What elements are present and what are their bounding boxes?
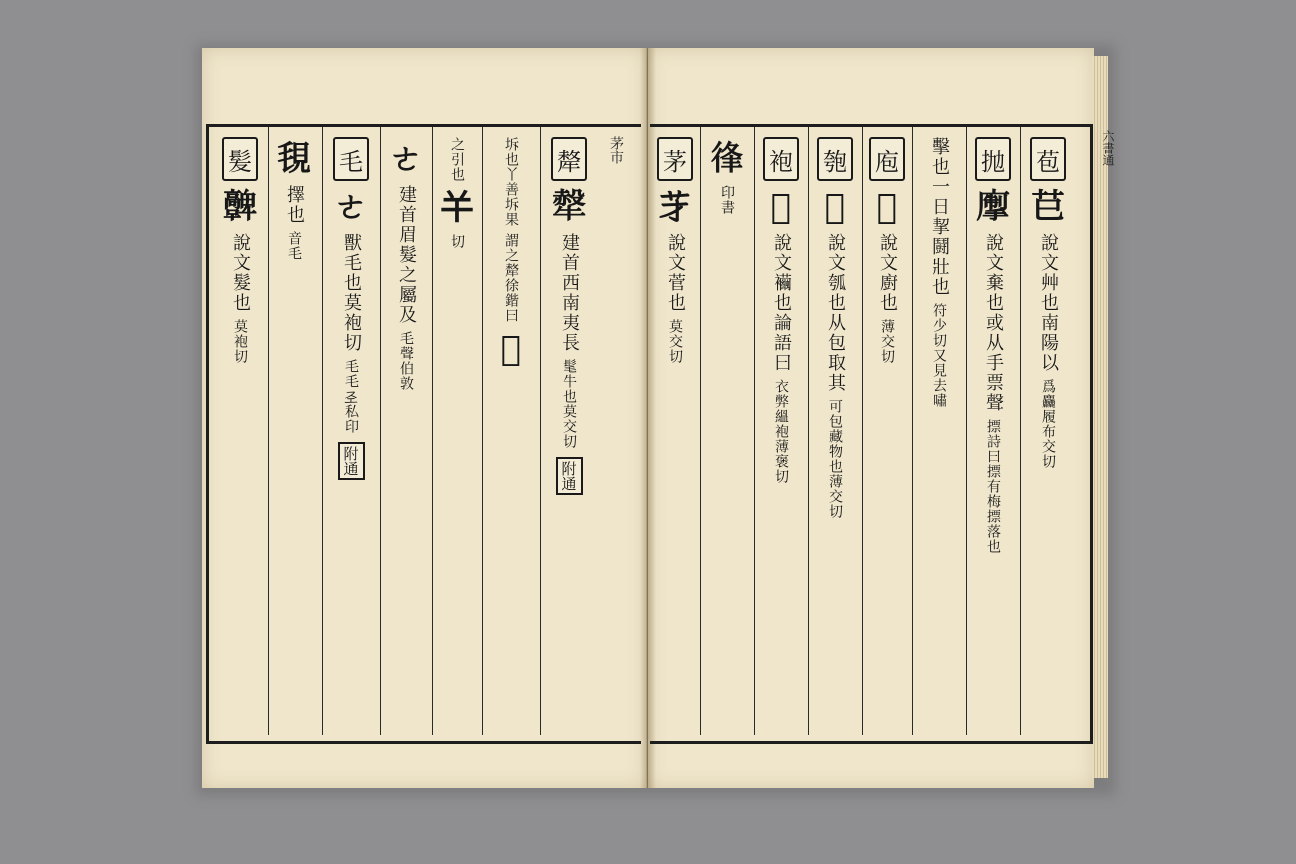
entry-text: 謂之犛徐鍇曰 xyxy=(503,233,519,323)
entry-sub: 坼也丫善坼果 xyxy=(503,137,519,227)
right-col-7 xyxy=(1020,127,1075,735)
right-col-1 xyxy=(700,127,753,735)
entry-text: 建首眉髮之屬及 xyxy=(396,185,417,325)
entry-sub: 衣弊縕袍薄褒切 xyxy=(773,379,789,484)
entry-sub: 切 xyxy=(449,234,465,249)
right-col-6 xyxy=(966,127,1019,735)
entry-head: 犛 xyxy=(551,137,587,181)
entry-text: 說文瓠也从包取其 xyxy=(825,233,846,393)
entry-text: 擊也一日挈鬪壯也 xyxy=(929,137,950,297)
seal-glyph: 𤛖 xyxy=(552,187,586,227)
entry-head: 毛 xyxy=(333,137,369,181)
entry-text: 說文廚也 xyxy=(877,233,898,313)
entry-sub: 毛聲伯敦 xyxy=(398,331,414,391)
left-margin-label: 茅市 xyxy=(608,136,624,164)
seal-glyph: 覒 xyxy=(277,139,311,179)
left-col-6 xyxy=(540,127,597,735)
fu-label: 附通 xyxy=(338,442,365,480)
entry-head: 髪 xyxy=(222,137,258,181)
entry-sub: 莫袍切 xyxy=(232,319,248,364)
entry-sub: 爲麤履布交切 xyxy=(1040,379,1056,469)
right-col-4 xyxy=(862,127,911,735)
entry-sub: 莫交切 xyxy=(667,319,683,364)
seal-glyph: ㄜ xyxy=(389,139,423,179)
entry-head: 匏 xyxy=(817,137,853,181)
left-col-3 xyxy=(380,127,431,735)
entry-head: 抛 xyxy=(975,137,1011,181)
entry-sub: 毛毛𢀖私印 xyxy=(343,359,359,434)
seal-glyph: 𢳅 xyxy=(976,187,1010,227)
seal-glyph: 𦬁 xyxy=(658,187,692,227)
entry-head: 茅 xyxy=(657,137,693,181)
seal-glyph: 𢓱 xyxy=(710,139,744,179)
entry-text: 說文棄也或从手票聲 xyxy=(983,233,1004,413)
right-col-3 xyxy=(808,127,861,735)
entry-sub: 髦牛也莫交切 xyxy=(561,359,577,449)
entry-text: 說文襺也論語曰 xyxy=(771,233,792,373)
entry-text: 建首西南夷長 xyxy=(559,233,580,353)
seal-glyph: 𩫪 xyxy=(223,187,257,227)
left-col-0 xyxy=(214,127,266,735)
entry-sub: 可包藏物也薄交切 xyxy=(827,399,843,519)
right-col-2 xyxy=(754,127,807,735)
left-col-2 xyxy=(322,127,379,735)
entry-head: 袍 xyxy=(763,137,799,181)
seal-glyph: 𦬊 xyxy=(1031,187,1065,227)
entry-head: 苞 xyxy=(1030,137,1066,181)
left-col-5 xyxy=(482,127,539,735)
entry-text: 擇也 xyxy=(284,185,305,225)
entry-text: 說文髮也 xyxy=(230,233,251,313)
seal-glyph: 𢈨 xyxy=(876,187,898,227)
entry-text: 印書 xyxy=(719,185,735,215)
fu-label: 附通 xyxy=(556,457,583,495)
entry-head: 庖 xyxy=(869,137,905,181)
entry-sub: 音毛 xyxy=(286,231,302,261)
entry-sub: 符少切又見去嘯 xyxy=(931,303,947,408)
right-col-5 xyxy=(912,127,965,735)
left-col-4 xyxy=(432,127,481,735)
seal-glyph: 𤓰 xyxy=(824,187,846,227)
seal-glyph: 𤘟 xyxy=(500,329,522,369)
right-col-0 xyxy=(652,127,698,735)
seal-glyph: 𢆉 xyxy=(440,188,474,228)
entry-text: 獸毛也莫袍切 xyxy=(341,233,362,353)
seal-glyph: ㄜ xyxy=(334,187,368,227)
entry-text: 說文艸也南陽以 xyxy=(1038,233,1059,373)
entry-sub: 摽詩曰摽有梅摽落也 xyxy=(985,419,1001,554)
left-col-1 xyxy=(268,127,319,735)
right-margin-label: 六書通 xyxy=(1101,130,1115,166)
seal-glyph: 𧙓 xyxy=(770,187,792,227)
entry-text: 之引也 xyxy=(449,137,465,182)
entry-text: 說文菅也 xyxy=(665,233,686,313)
entry-sub: 薄交切 xyxy=(879,319,895,364)
